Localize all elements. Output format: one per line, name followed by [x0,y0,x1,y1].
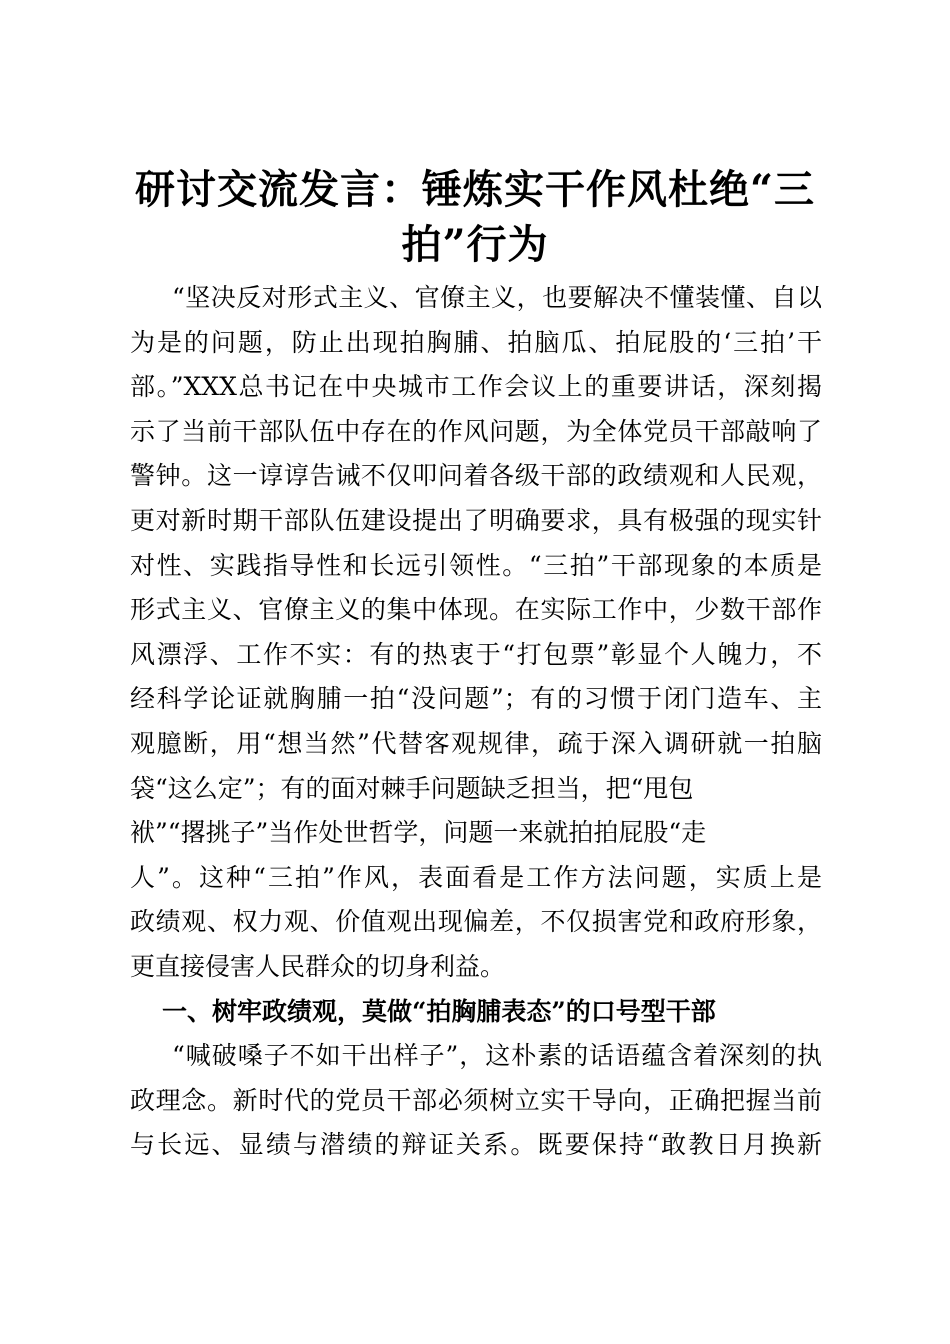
text-line: 政理念。新时代的党员干部必须树立实干导向，正确把握当前 [130,1085,822,1115]
text-line: 观臆断，用“想当然”代替客观规律，疏于深入调研就一拍脑 [130,728,822,758]
document-title-line-1: 研讨交流发言：锤炼实干作风杜绝“三 [134,166,815,213]
text-line: 袱”“撂挑子”当作处世哲学，问题一来就拍拍屁股“走 [130,818,707,848]
text-line: 人”。这种“三拍”作风，表面看是工作方法问题，实质上是 [130,862,822,892]
text-line: 经科学论证就胸脯一拍“没问题”；有的习惯于闭门造车、主 [130,684,822,714]
text-line: 政绩观、权力观、价值观出现偏差，不仅损害党和政府形象， [130,907,822,937]
text-line: 警钟。这一谆谆告诫不仅叩问着各级干部的政绩观和人民观， [130,461,822,491]
document-title-line-2: 拍”行为 [401,221,549,268]
text-line: “喊破嗓子不如干出样子”，这朴素的话语蕴含着深刻的执 [172,1041,822,1071]
text-line: 与长远、显绩与潜绩的辩证关系。既要保持“敢教日月换新 [130,1130,822,1160]
section-heading: 一、树牢政绩观，莫做“拍胸脯表态”的口号型干部 [162,996,716,1026]
text-line: 更直接侵害人民群众的切身利益。 [130,951,506,981]
text-line: “坚决反对形式主义、官僚主义，也要解决不懂装懂、自以 [172,283,822,312]
document-body [130,276,822,1168]
text-line: 示了当前干部队伍中存在的作风问题，为全体党员干部敲响了 [130,416,822,446]
text-line: 袋“这么定”；有的面对棘手问题缺乏担当，把“甩包 [130,773,694,803]
text-line: 部。”XXX总书记在中央城市工作会议上的重要讲话，深刻揭 [130,372,822,402]
text-line: 为是的问题，防止出现拍胸脯、拍脑瓜、拍屁股的‘三拍’干 [130,327,822,357]
text-line: 形式主义、官僚主义的集中体现。在实际工作中，少数干部作 [130,595,822,625]
text-line: 风漂浮、工作不实：有的热衷于“打包票”彰显个人魄力，不 [130,639,822,669]
text-line: 对性、实践指导性和长远引领性。“三拍”干部现象的本质是 [130,550,822,580]
text-line: 更对新时期干部队伍建设提出了明确要求，具有极强的现实针 [130,505,822,535]
